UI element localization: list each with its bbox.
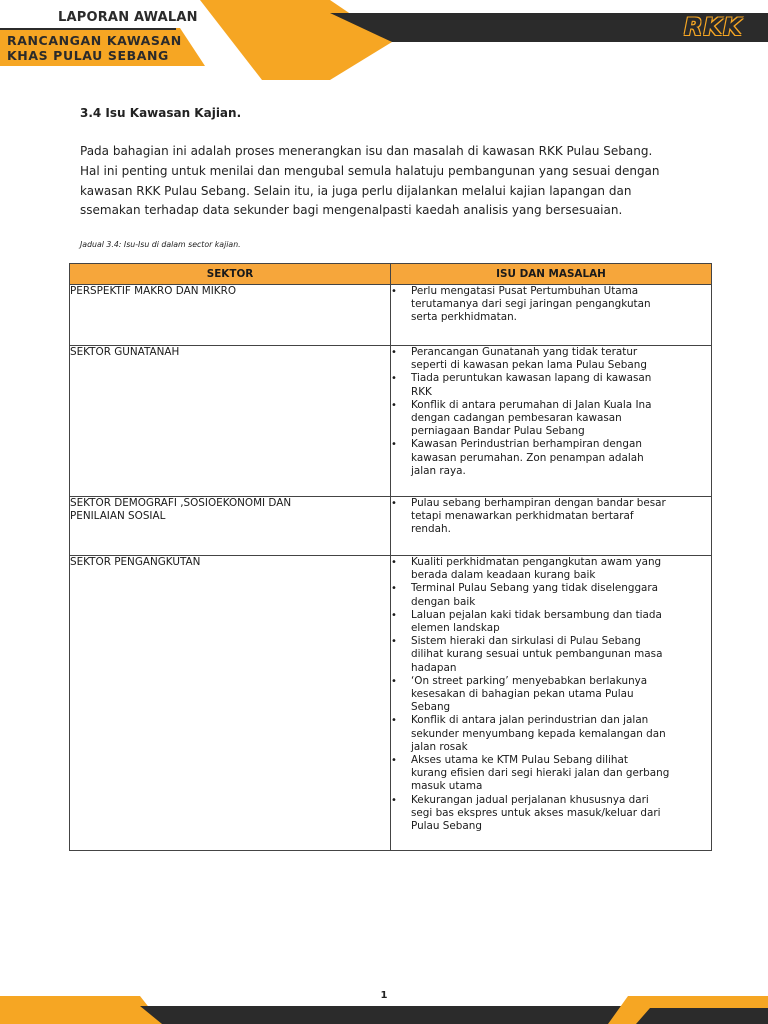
report-title-line-2: KHAS PULAU SEBANG [7, 48, 169, 63]
issue-text: dengan cadangan pembesaran kawasan [411, 412, 622, 425]
report-label: LAPORAN AWALAN [58, 10, 198, 25]
sector-cell [70, 497, 391, 556]
issue-item [391, 399, 711, 439]
issue-item [391, 285, 711, 325]
issue-cell [391, 346, 712, 497]
sector-cell [70, 556, 391, 851]
issue-text: hadapan [411, 661, 457, 674]
header-isu-dan-masalah: ISU DAN MASALAH [391, 264, 712, 285]
issues-table [69, 263, 712, 851]
issue-item [391, 372, 711, 398]
issue-cell [391, 285, 712, 346]
issue-text: perniagaan Bandar Pulau Sebang [411, 425, 585, 438]
table-row [70, 497, 712, 556]
issue-text: jalan rosak [411, 740, 468, 753]
issue-list [391, 556, 711, 833]
sector-name: SEKTOR DEMOGRAFI ,SOSIOEKONOMI DAN [70, 497, 292, 509]
issue-text: • Sistem hieraki dan sirkulasi di Pulau Sebang [411, 635, 641, 648]
table-row [70, 556, 712, 851]
report-title-line-1: RANCANGAN KAWASAN [7, 33, 182, 48]
issue-cell [391, 556, 712, 851]
section-title: 3.4 Isu Kawasan Kajian. [80, 106, 242, 120]
table-header-row [70, 264, 712, 285]
issue-item [391, 556, 711, 582]
issue-item [391, 794, 711, 834]
issue-text: • Laluan pejalan kaki tidak bersambung dan tiada [411, 608, 662, 621]
issue-item [391, 582, 711, 608]
issue-item [391, 346, 711, 372]
issue-text: sekunder menyumbang kepada kemalangan dan [411, 727, 666, 740]
issue-text: Pulau Sebang [411, 820, 482, 833]
issue-cell [391, 497, 712, 556]
table-row [70, 285, 712, 346]
intro-line: ssemakan terhadap data sekunder bagi mengenalpasti kaedah analisis yang bersesuaian. [80, 203, 623, 218]
sector-name: SEKTOR GUNATANAH [70, 346, 180, 358]
issue-list [391, 346, 711, 478]
sector-cell [70, 285, 391, 346]
intro-paragraph [80, 142, 700, 221]
issue-text: • Terminal Pulau Sebang yang tidak diselenggara [411, 582, 659, 595]
issue-text: • Akses utama ke KTM Pulau Sebang dilihat [411, 754, 628, 767]
issue-text: Sebang [411, 701, 451, 714]
issue-text: jalan raya. [411, 464, 466, 477]
issue-item [391, 714, 711, 754]
page-number: 1 [380, 990, 388, 1001]
issue-text: segi bas ekspres untuk akses masuk/keluar dari [411, 806, 661, 819]
issue-text: • Kawasan Perindustrian berhampiran dengan [411, 438, 642, 451]
page-header [0, 0, 768, 80]
header-sektor: SEKTOR [70, 264, 391, 285]
issue-text: • Konflik di antara jalan perindustrian dan jalan [411, 714, 649, 727]
intro-line: Pada bahagian ini adalah proses menerangkan isu dan masalah di kawasan RKK Pulau Sebang. [80, 144, 653, 158]
issue-text: • Pulau sebang berhampiran dengan bandar besar [411, 497, 666, 509]
issue-list [391, 497, 711, 537]
issue-text: • Tiada peruntukan kawasan lapang di kawasan [411, 372, 652, 385]
table-row [70, 346, 712, 497]
issue-text: RKK [411, 385, 432, 398]
issue-text: seperti di kawasan pekan lama Pulau Sebang [411, 359, 647, 372]
issue-text: tetapi menawarkan perkhidmatan bertaraf [411, 510, 634, 523]
report-title [7, 33, 182, 63]
issue-list [391, 285, 711, 325]
issue-text: kawasan perumahan. Zon penampan adalah [411, 451, 644, 464]
issue-text: • ‘On street parking’ menyebabkan berlakunya [411, 674, 648, 687]
issue-text: dengan baik [411, 595, 476, 608]
intro-line: kawasan RKK Pulau Sebang. Selain itu, ia juga perlu dijalankan melalui kajian lapangan dan [80, 183, 632, 198]
sector-name: PERSPEKTIF MAKRO DAN MIKRO [70, 285, 237, 297]
issue-text: dilihat kurang sesuai untuk pembangunan masa [411, 648, 663, 661]
issue-item [391, 609, 711, 635]
issue-item [391, 497, 711, 537]
issue-text: kurang efisien dari segi hieraki jalan dan gerbang [411, 767, 670, 780]
issue-text: • Kekurangan jadual perjalanan khususnya dari [411, 793, 649, 806]
issue-text: rendah. [411, 523, 451, 536]
issue-item [391, 438, 711, 478]
issue-text: masuk utama [411, 780, 483, 793]
issue-text: serta perkhidmatan. [411, 311, 517, 324]
issue-text: • Kualiti perkhidmatan pengangkutan awam yang [411, 556, 662, 568]
issue-text: berada dalam keadaan kurang baik [411, 569, 596, 582]
issue-text: kesesakan di bahagian pekan utama Pulau [411, 688, 634, 701]
issue-text: • Perlu mengatasi Pusat Pertumbuhan Utama [411, 285, 639, 297]
issue-item [391, 754, 711, 794]
rkk-logo: RKK [684, 13, 743, 41]
issue-text: terutamanya dari segi jaringan pengangkutan [411, 298, 651, 311]
issue-item [391, 675, 711, 715]
issue-text: • Konflik di antara perumahan di Jalan Kuala Ina [411, 398, 652, 411]
issue-item [391, 635, 711, 675]
table-caption: Jadual 3.4: Isu-Isu di dalam sector kajian. [80, 240, 241, 249]
issue-text: • Perancangan Gunatanah yang tidak teratur [411, 346, 638, 358]
sector-name: SEKTOR PENGANGKUTAN [70, 556, 201, 568]
sector-cell [70, 346, 391, 497]
issue-text: elemen landskap [411, 622, 500, 635]
sector-name: PENILAIAN SOSIAL [70, 510, 166, 523]
intro-line: Hal ini penting untuk menilai dan mengubal semula halatuju pembangunan yang sesuai dengan [80, 163, 660, 178]
